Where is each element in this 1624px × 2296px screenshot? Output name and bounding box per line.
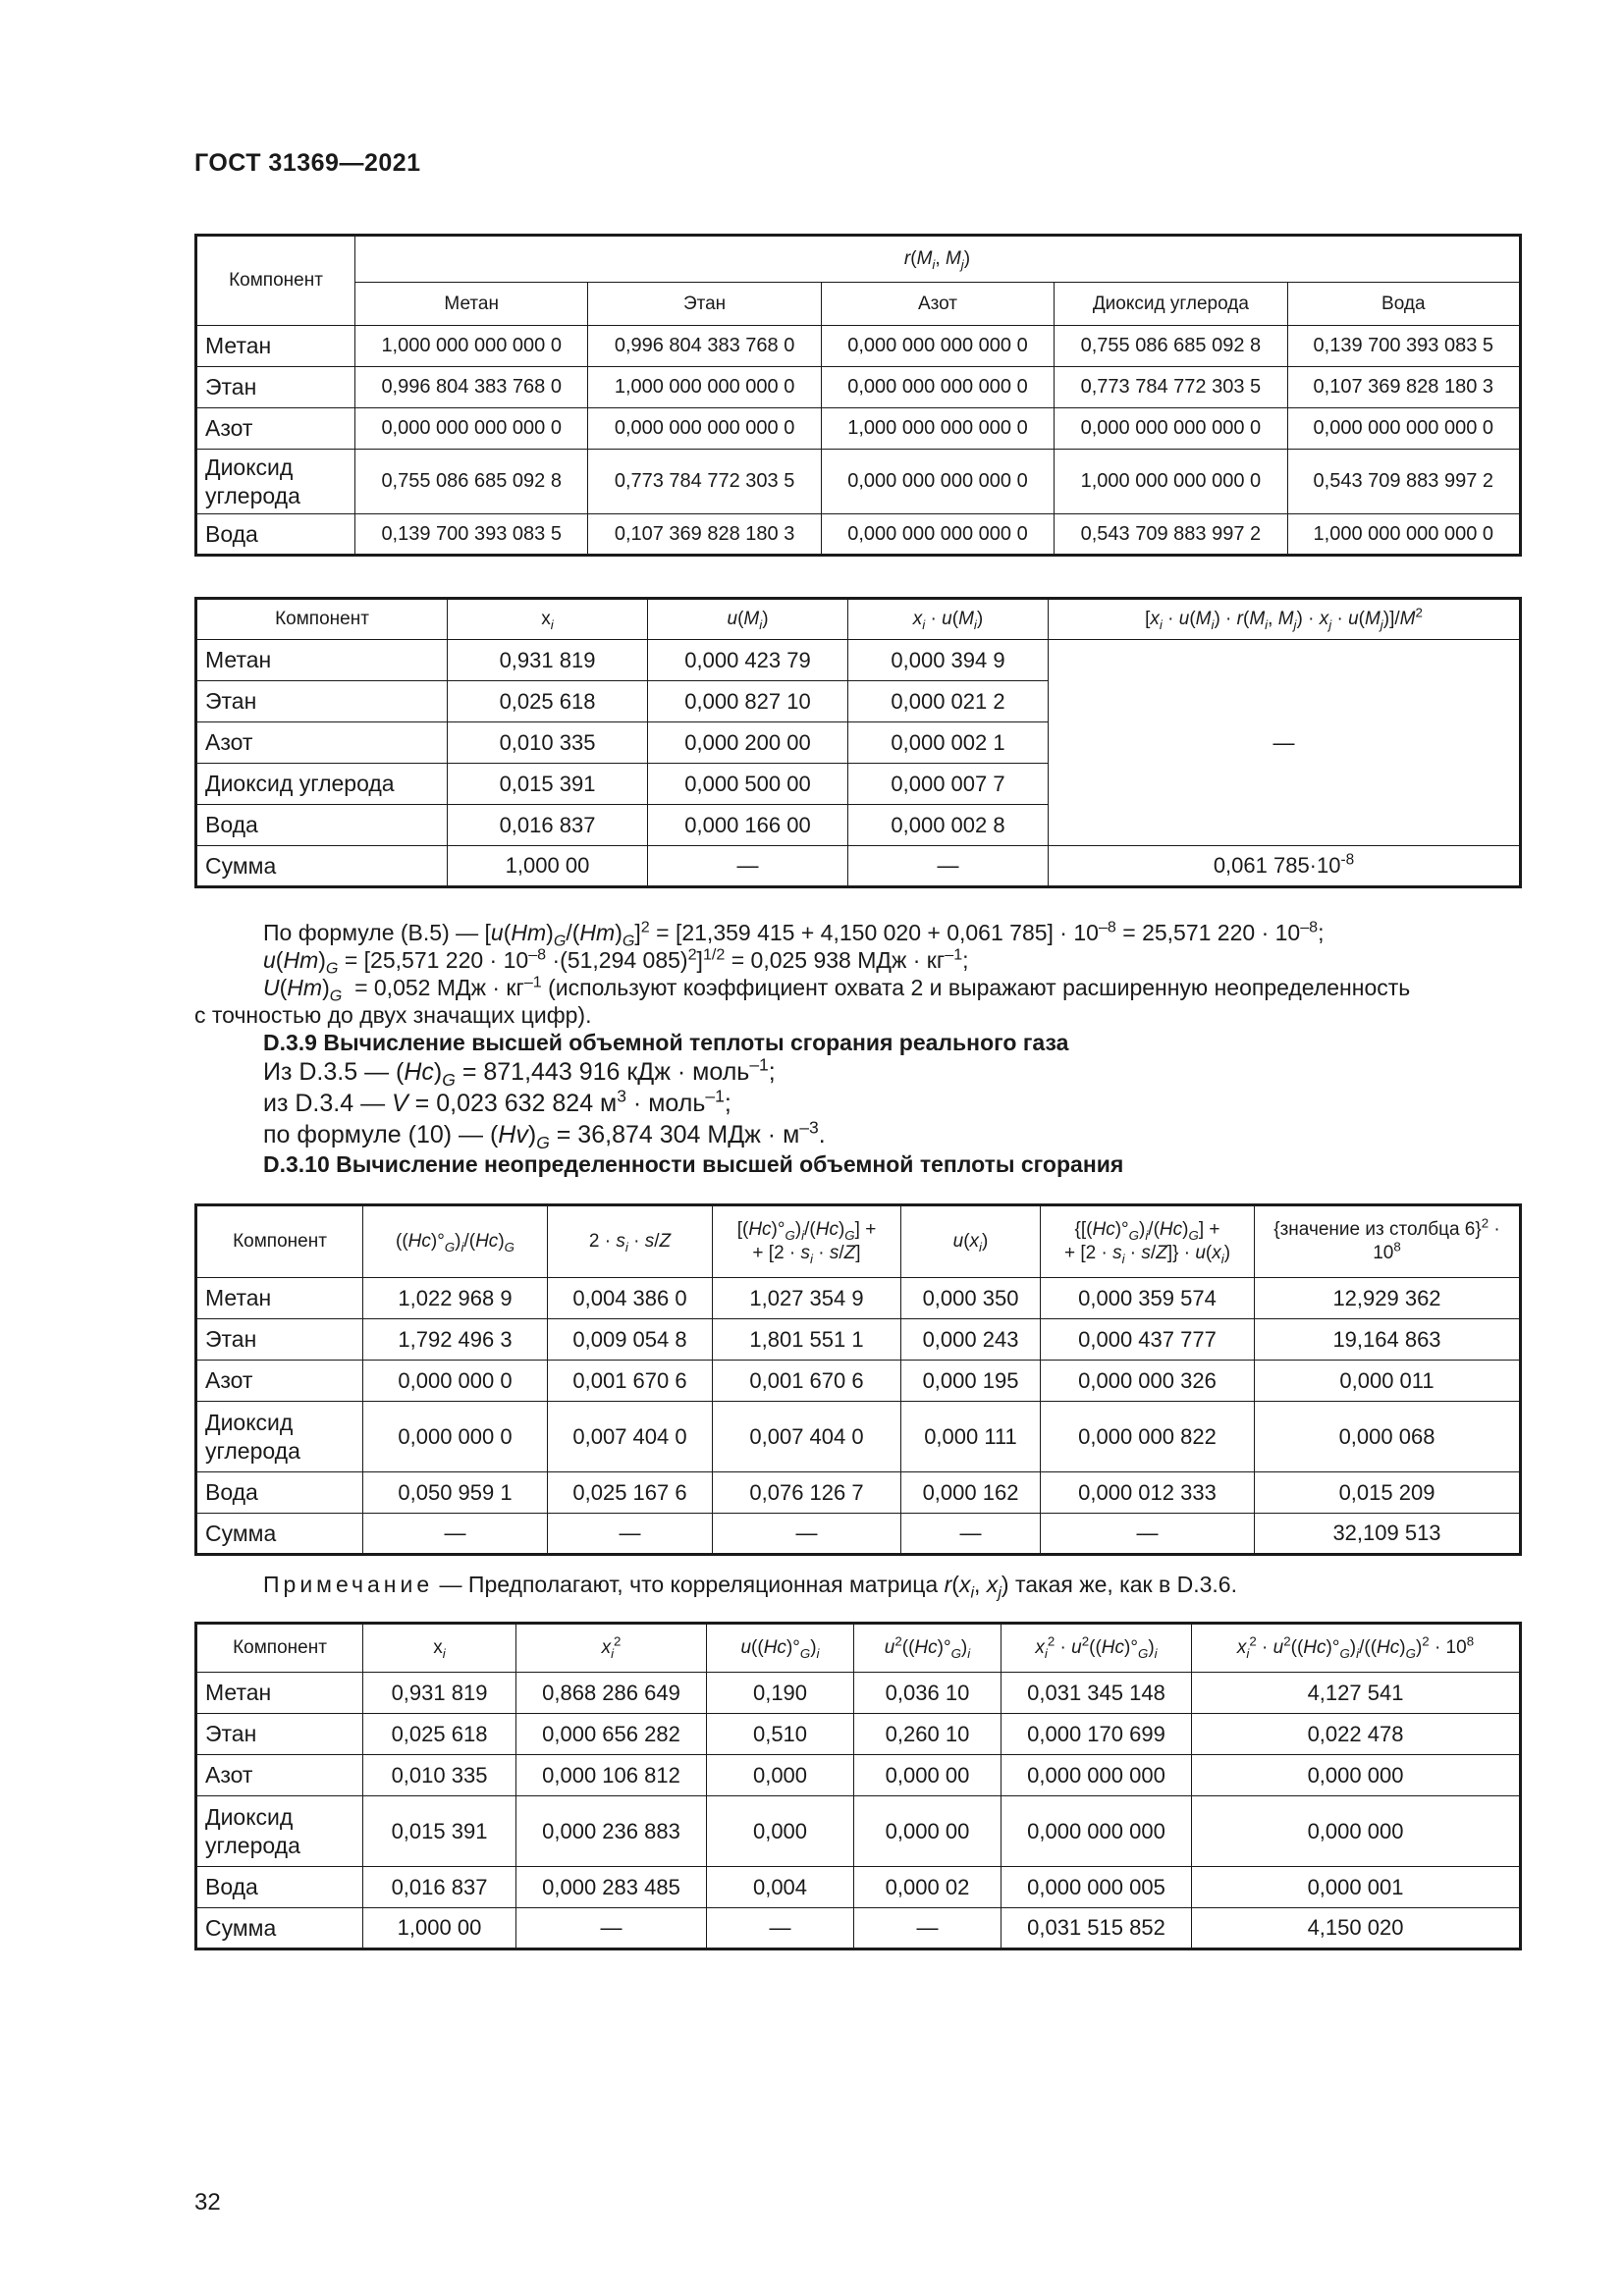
table-row (196, 640, 1521, 681)
cell: 0,000 394 9 (848, 640, 1049, 681)
cell: 0,190 (707, 1673, 854, 1714)
header-xi2-u2: $x_i^2 \cdot u^2((Hc)^\circ_G)_i$ (1001, 1624, 1192, 1673)
cell: 0,000 200 00 (648, 722, 848, 764)
cell: 0,755 086 685 092 8 (1055, 326, 1287, 367)
header-u-mi: $u(M_i)$ (648, 599, 848, 640)
cell: 0,031 345 148 (1001, 1673, 1192, 1714)
cell: 0,000 000 822 (1041, 1402, 1255, 1472)
cell: 0,000 437 777 (1041, 1319, 1255, 1361)
header-product-term: $\{[(Hc)^\circ_G)_i/(Hc)_G]$ + + $[2 \cdot s_i \cdot s/Z]\} \cdot u(x_i)$ (1041, 1205, 1255, 1278)
cell: 0,007 404 0 (548, 1402, 713, 1472)
U-hm-line: $U(Hm)_G = 0,052$ МДж · $кг^{-1}$ (используют коэффициент охвата 2 и выражают расширенную неопределенность (263, 973, 1411, 1005)
header-r-mi-mj: $r(M_i$, $M_j$) (355, 236, 1521, 283)
cell: 0,007 404 0 (713, 1402, 901, 1472)
cell: 0,000 012 333 (1041, 1472, 1255, 1514)
cell: 0,025 618 (448, 681, 648, 722)
cell: 0,036 10 (854, 1673, 1001, 1714)
cell: 0,000 195 (901, 1361, 1041, 1402)
table-row (196, 1867, 1521, 1908)
table-row (196, 450, 1521, 514)
cell: 1,027 354 9 (713, 1278, 901, 1319)
cell: — (648, 846, 848, 887)
cell: 0,000 000 000 000 0 (588, 408, 821, 450)
row-label: Этан (196, 1319, 363, 1361)
cell: 0,000 243 (901, 1319, 1041, 1361)
page-number: 32 (194, 2189, 221, 2216)
d39-line2: из D.3.4 — V = 0,023 632 824 $м^3$ · моль$^{-1}$; (263, 1086, 731, 1117)
table-row (196, 408, 1521, 450)
cell: 0,000 000 000 000 0 (355, 408, 588, 450)
cell: 0,004 386 0 (548, 1278, 713, 1319)
table-row (196, 1755, 1521, 1796)
table-row (196, 1673, 1521, 1714)
heading-d310: D.3.10 Вычисление неопределенности высшей объемной теплоты сгорания (263, 1151, 1124, 1177)
cell: 0,000 106 812 (516, 1755, 707, 1796)
row-label: Этан (196, 367, 355, 408)
cell: 0,000 000 000 000 0 (1055, 408, 1287, 450)
cell: 0,000 021 2 (848, 681, 1049, 722)
cell: 1,000 000 000 000 0 (821, 408, 1054, 450)
row-label: Диоксид углерода (196, 1402, 363, 1472)
cell: — (901, 1514, 1041, 1555)
table-row (196, 1361, 1521, 1402)
cell: 0,004 (707, 1867, 854, 1908)
cell: 0,139 700 393 083 5 (355, 514, 588, 556)
row-label: Диоксид углерода (196, 764, 448, 805)
cell: 0,015 209 (1255, 1472, 1521, 1514)
table-row (196, 846, 1521, 887)
table-row (196, 1908, 1521, 1949)
cell: — (713, 1514, 901, 1555)
cell: 4,150 020 (1192, 1908, 1521, 1949)
header-xi: $x_i$ (363, 1624, 516, 1673)
cell: 0,000 283 485 (516, 1867, 707, 1908)
header-col-co2: Диоксид углерода (1055, 283, 1287, 326)
document-header: ГОСТ 31369—2021 (194, 149, 421, 177)
cell: 0,000 170 699 (1001, 1714, 1192, 1755)
cell: 0,000 011 (1255, 1361, 1521, 1402)
row-label: Диоксид углерода (196, 1796, 363, 1867)
table-row (196, 367, 1521, 408)
cell: 0,009 054 8 (548, 1319, 713, 1361)
cell: 0,773 784 772 303 5 (1055, 367, 1287, 408)
row-label: Вода (196, 1867, 363, 1908)
cell: 0,010 335 (363, 1755, 516, 1796)
cell: 0,000 423 79 (648, 640, 848, 681)
cell: 0,543 709 883 997 2 (1287, 450, 1520, 514)
cell: 0,000 000 005 (1001, 1867, 1192, 1908)
cell: 0,000 162 (901, 1472, 1041, 1514)
formula-b5-line: По формуле (В.5) — $[u(Hm)_G/(Hm)_G]^2 = [21,359$ 415 + 4,150 020 + 0,061 $785] \cdot 10^{-8} = 25,571$ $220 \cdot 10^{-8}$; (263, 918, 1325, 950)
table-row (196, 1514, 1521, 1555)
cell: 1,000 000 000 000 0 (1287, 514, 1520, 556)
table-row (196, 1278, 1521, 1319)
cell: 0,000 02 (854, 1867, 1001, 1908)
row-label: Вода (196, 805, 448, 846)
header-col-azot: Азот (821, 283, 1054, 326)
correlation-matrix-table (194, 234, 1522, 557)
cell: 0,773 784 772 303 5 (588, 450, 821, 514)
sum-cell: 0,061 $785\cdot 10^{-8}$ (1049, 846, 1521, 887)
cell: 0,931 819 (448, 640, 648, 681)
cell: 0,000 000 0 (363, 1361, 548, 1402)
row-label: Азот (196, 1755, 363, 1796)
cell: 0,000 000 000 000 0 (1287, 408, 1520, 450)
cell: — (854, 1908, 1001, 1949)
cell: 0,050 959 1 (363, 1472, 548, 1514)
cell: 1,000 00 (363, 1908, 516, 1949)
table-row (196, 326, 1521, 367)
cell: 0,996 804 383 768 0 (355, 367, 588, 408)
cell: 1,000 000 000 000 0 (588, 367, 821, 408)
cell: 0,107 369 828 180 3 (588, 514, 821, 556)
cell: 0,000 656 282 (516, 1714, 707, 1755)
cell: 0,001 670 6 (713, 1361, 901, 1402)
row-label: Азот (196, 1361, 363, 1402)
heading-d39: D.3.9 Вычисление высшей объемной теплоты сгорания реального газа (263, 1030, 1069, 1055)
cell: 0,022 478 (1192, 1714, 1521, 1755)
header-col-metan: Метан (355, 283, 588, 326)
cell: 0,868 286 649 (516, 1673, 707, 1714)
header-sum-term: $[(Hc)^\circ_G)_i/(Hc)_G$] + + $[2 \cdot s_i \cdot s/Z]$ (713, 1205, 901, 1278)
cell: 0,000 (707, 1796, 854, 1867)
header-col-water: Вода (1287, 283, 1520, 326)
header-component: Компонент (196, 236, 355, 326)
cell: 0,000 000 000 000 0 (821, 367, 1054, 408)
cell: 0,001 670 6 (548, 1361, 713, 1402)
cell: 0,000 000 000 000 0 (821, 450, 1054, 514)
cell: 0,000 500 00 (648, 764, 848, 805)
squared-uncertainty-table (194, 1622, 1522, 1950)
cell: 0,000 (707, 1755, 854, 1796)
row-label: Вода (196, 1472, 363, 1514)
header-component: Компонент (196, 1624, 363, 1673)
cell: 1,000 00 (448, 846, 648, 887)
cell: 0,000 166 00 (648, 805, 848, 846)
cell: 0,076 126 7 (713, 1472, 901, 1514)
cell: 0,000 007 7 (848, 764, 1049, 805)
cell: — (363, 1514, 548, 1555)
row-label: Метан (196, 326, 355, 367)
header-component: Компонент (196, 599, 448, 640)
header-col-etan: Этан (588, 283, 821, 326)
cell: 19,164 863 (1255, 1319, 1521, 1361)
calculation-text (194, 919, 1522, 1178)
cell: 0,996 804 383 768 0 (588, 326, 821, 367)
cell: 1,792 496 3 (363, 1319, 548, 1361)
cell: 1,801 551 1 (713, 1319, 901, 1361)
row-label: Этан (196, 1714, 363, 1755)
cell: 0,015 391 (448, 764, 648, 805)
cell: 0,025 167 6 (548, 1472, 713, 1514)
cell: 4,127 541 (1192, 1673, 1521, 1714)
volumetric-uncertainty-table (194, 1203, 1522, 1556)
header-xi-squared: $x_i^2$ (516, 1624, 707, 1673)
cell: 0,510 (707, 1714, 854, 1755)
cell: 0,000 236 883 (516, 1796, 707, 1867)
cell: 0,000 000 000 (1001, 1796, 1192, 1867)
header-u2-hc: $u^2((Hc)^\circ_G)_i$ (854, 1624, 1001, 1673)
cell: 1,022 968 9 (363, 1278, 548, 1319)
cell: 0,015 391 (363, 1796, 516, 1867)
row-label: Сумма (196, 846, 448, 887)
table-row (196, 1714, 1521, 1755)
row-label: Метан (196, 640, 448, 681)
row-label: Азот (196, 722, 448, 764)
cell: 0,755 086 685 092 8 (355, 450, 588, 514)
header-u-xi: $u(x_i)$ (901, 1205, 1041, 1278)
header-normalized: $x_i^2 \cdot u^2((Hc)^\circ_G)_i/((Hc)_G)^2 \cdot 10^8$ (1192, 1624, 1521, 1673)
cell: — (707, 1908, 854, 1949)
header-xi: $x_i$ (448, 599, 648, 640)
cell: 0,000 000 000 (1001, 1755, 1192, 1796)
cell: 12,929 362 (1255, 1278, 1521, 1319)
table-row (196, 1319, 1521, 1361)
cell: 1,000 000 000 000 0 (355, 326, 588, 367)
cell: 0,139 700 393 083 5 (1287, 326, 1520, 367)
cell: — (848, 846, 1049, 887)
cell: 0,000 000 (1192, 1755, 1521, 1796)
cell: 0,010 335 (448, 722, 648, 764)
row-label: Сумма (196, 1908, 363, 1949)
u-hm-line: $u(Hm)_G = [25,571$ $220 \cdot 10^{-8} \cdot(51,294$ 085)$^2$]$^{1/2}$ = 0,025 938 МДж · $кг^{-1}$; (263, 945, 969, 978)
cell: 0,000 000 0 (363, 1402, 548, 1472)
cell: 0,000 000 326 (1041, 1361, 1255, 1402)
cell: 0,025 618 (363, 1714, 516, 1755)
table-row (196, 1796, 1521, 1867)
cell: — (1041, 1514, 1255, 1555)
cell: 0,031 515 852 (1001, 1908, 1192, 1949)
cell: 0,016 837 (363, 1867, 516, 1908)
header-product-sum: [$x_i \cdot u(M_i) \cdot r(M_i$, $M_j) \cdot x_j \cdot u(M_j)]/M^2$ (1049, 599, 1521, 640)
header-hc-ratio: $((Hc)^\circ_G)_i/(Hc)_G$ (363, 1205, 548, 1278)
cell: 0,000 00 (854, 1796, 1001, 1867)
d39-line3: по формуле (10) — $(Hv)_G = 36,874$ 304 МДж · $м^{-3}$. (263, 1117, 826, 1152)
cell: 1,000 000 000 000 0 (1055, 450, 1287, 514)
merged-dash-cell: — (1049, 640, 1521, 846)
cell: 32,109 513 (1255, 1514, 1521, 1555)
cell: 0,016 837 (448, 805, 648, 846)
U-hm-line-cont: с точностью до двух значащих цифр). (194, 1002, 592, 1028)
cell: 0,000 002 1 (848, 722, 1049, 764)
header-u-hc: $u((Hc)^\circ_G)_i$ (707, 1624, 854, 1673)
cell: 0,000 111 (901, 1402, 1041, 1472)
row-label: Метан (196, 1673, 363, 1714)
cell: — (516, 1908, 707, 1949)
note: Примечание — Предполагают, что корреляционная матрица $r(x_i$, $x_j$) такая же, как в D.3.6. (263, 1572, 1237, 1602)
cell: 0,543 709 883 997 2 (1055, 514, 1287, 556)
table-row (196, 1472, 1521, 1514)
row-label: Этан (196, 681, 448, 722)
table-row (196, 1402, 1521, 1472)
cell: 0,107 369 828 180 3 (1287, 367, 1520, 408)
row-label: Вода (196, 514, 355, 556)
header-xi-u-mi: $x_i \cdot u(M_i)$ (848, 599, 1049, 640)
cell: 0,000 068 (1255, 1402, 1521, 1472)
molar-mass-uncertainty-table (194, 597, 1522, 888)
row-label: Диоксид углерода (196, 450, 355, 514)
cell: 0,260 10 (854, 1714, 1001, 1755)
cell: 0,000 000 (1192, 1796, 1521, 1867)
cell: 0,000 002 8 (848, 805, 1049, 846)
cell: 0,000 000 000 000 0 (821, 326, 1054, 367)
note-label: Примечание (263, 1572, 434, 1597)
header-component: Компонент (196, 1205, 363, 1278)
cell: 0,931 819 (363, 1673, 516, 1714)
header-2-si-s-z: $2 \cdot s_i \cdot s/Z$ (548, 1205, 713, 1278)
table-row (196, 514, 1521, 556)
cell: 0,000 00 (854, 1755, 1001, 1796)
cell: 0,000 000 000 000 0 (821, 514, 1054, 556)
cell: 0,000 001 (1192, 1867, 1521, 1908)
cell: — (548, 1514, 713, 1555)
row-label: Метан (196, 1278, 363, 1319)
cell: 0,000 350 (901, 1278, 1041, 1319)
header-col6-squared: {значение из столбца $6\}^2 \cdot 10^8$ (1255, 1205, 1521, 1278)
cell: 0,000 359 574 (1041, 1278, 1255, 1319)
row-label: Сумма (196, 1514, 363, 1555)
row-label: Азот (196, 408, 355, 450)
d39-line1: Из D.3.5 — $(Hc)_G = 871,443$ 916 кДж · моль$^{-1}$; (263, 1054, 776, 1090)
cell: 0,000 827 10 (648, 681, 848, 722)
